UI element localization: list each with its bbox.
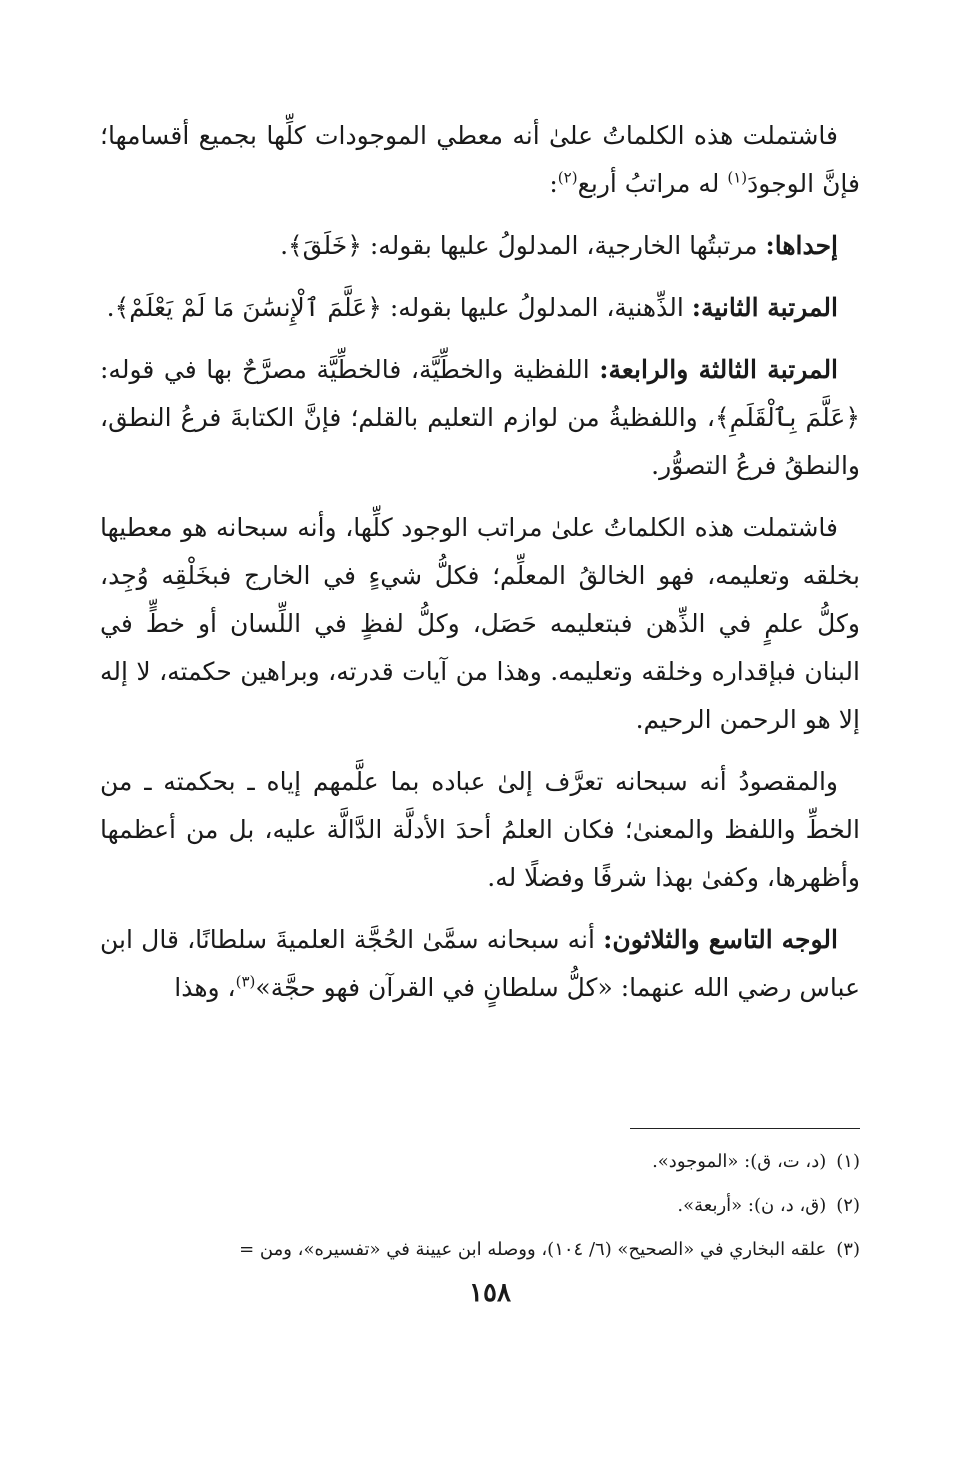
paragraph-7	[100, 916, 860, 1012]
paragraph-4-lead: المرتبة الثالثة والرابعة:	[599, 355, 839, 384]
paragraph-1-text-b: له مراتبُ أربع	[577, 169, 728, 198]
footnote-1	[100, 1140, 860, 1184]
paragraph-7-text-b: ، وهذا	[174, 973, 236, 1002]
footnote-number: (٢)	[836, 1195, 860, 1216]
footnote-ref-3: (٣)	[235, 972, 256, 991]
paragraph-3-tail: .	[106, 293, 115, 322]
paragraph-6-text: والمقصودُ أنه سبحانه تعرَّف إلىٰ عباده بما علَّمهم إياه ـ بحكمته ـ من الخطِّ واللفظ والمعنىٰ؛ فكان العلمُ أحدَ الأدلَّة الدَّالَّة عليه، بل من أعظمها وأظهرها، وكفىٰ بهذا شرفًا وفضلًا له.	[100, 767, 860, 892]
footnote-ref-1: (١)	[727, 168, 748, 187]
paragraph-3	[100, 284, 860, 332]
paragraph-2	[100, 222, 860, 270]
footnote-3	[100, 1228, 860, 1272]
paragraph-1-text-c: :	[549, 169, 558, 198]
paragraph-3-text: الذِّهنية، المدلولُ عليها بقوله:	[381, 293, 692, 322]
footnote-2	[100, 1184, 860, 1228]
paragraph-2-tail: .	[280, 231, 289, 260]
paragraph-6	[100, 758, 860, 902]
footnote-text: (د، ت، ق): «الموجود».	[652, 1151, 827, 1172]
paragraph-2-text: مرتبتُها الخارجية، المدلولُ عليها بقوله:	[361, 231, 766, 260]
paragraph-3-lead: المرتبة الثانية:	[691, 293, 838, 322]
footnote-separator	[630, 1128, 860, 1129]
paragraph-7-lead: الوجه التاسع والثلاثون:	[603, 925, 838, 954]
quran-verse-1: ﴿خَلَقَ﴾	[288, 231, 362, 260]
footnote-text: (ق، د، ن): «أربعة».	[677, 1195, 827, 1216]
paragraph-5	[100, 504, 860, 744]
quran-verse-2: ﴿عَلَّمَ ٱلْإِنسَٰنَ مَا لَمْ يَعْلَمْ﴾	[114, 293, 382, 322]
paragraph-4-text-b: ، واللفظيةُ من لوازم التعليم بالقلم؛ فإنَّ الكتابةَ فرعُ النطق، والنطقُ فرعُ التصوُّر.	[100, 403, 860, 480]
footnote-number: (١)	[836, 1151, 860, 1172]
paragraph-5-text: فاشتملت هذه الكلماتُ علىٰ مراتب الوجود كلِّها، وأنه سبحانه هو معطيها بخلقه وتعليمه، فهو الخالقُ المعلِّم؛ فكلُّ شيءٍ في الخارج فبخَلْقِه وُجِد، وكلُّ علمٍ في الذِّهن فبتعليمه حَصَل، وكلُّ لفظٍ في اللِّسان أو خطٍّ في البنان فبإقداره وخلقه وتعليمه. وهذا من آيات قدرته، وبراهين حكمته، لا إله إلا هو الرحمن الرحيم.	[100, 513, 860, 734]
main-text	[100, 112, 860, 1026]
footnote-text: علقه البخاري في «الصحيح» (٦/ ١٠٤)، ووصله ابن عيينة في «تفسيره»، ومن =	[239, 1239, 827, 1260]
quran-verse-3: ﴿عَلَّمَ بِٱلْقَلَمِ﴾	[714, 403, 860, 432]
paragraph-1	[100, 112, 860, 208]
paragraph-1-text-a: فاشتملت هذه الكلماتُ علىٰ أنه معطي الموجودات كلِّها بجميع أقسامها؛ فإنَّ الوجودَ	[100, 121, 860, 198]
footnotes	[100, 1140, 860, 1272]
paragraph-4-text-a: اللفظية والخطِّيَّة، فالخطِّيَّة مصرَّحٌ بها في قوله:	[100, 355, 600, 384]
paragraph-7-text-a: أنه سبحانه سمَّىٰ الحُجَّة العلميةَ سلطانًا، قال ابن عباس رضي الله عنهما: «كلُّ سلطانٍ في القرآن فهو حجَّة»	[100, 925, 860, 1002]
footnote-ref-2: (٢)	[557, 168, 578, 187]
paragraph-2-lead: إحداها:	[765, 231, 838, 260]
page-number: ١٥٨	[469, 1278, 511, 1308]
paragraph-4	[100, 346, 860, 490]
footnote-number: (٣)	[836, 1239, 860, 1260]
